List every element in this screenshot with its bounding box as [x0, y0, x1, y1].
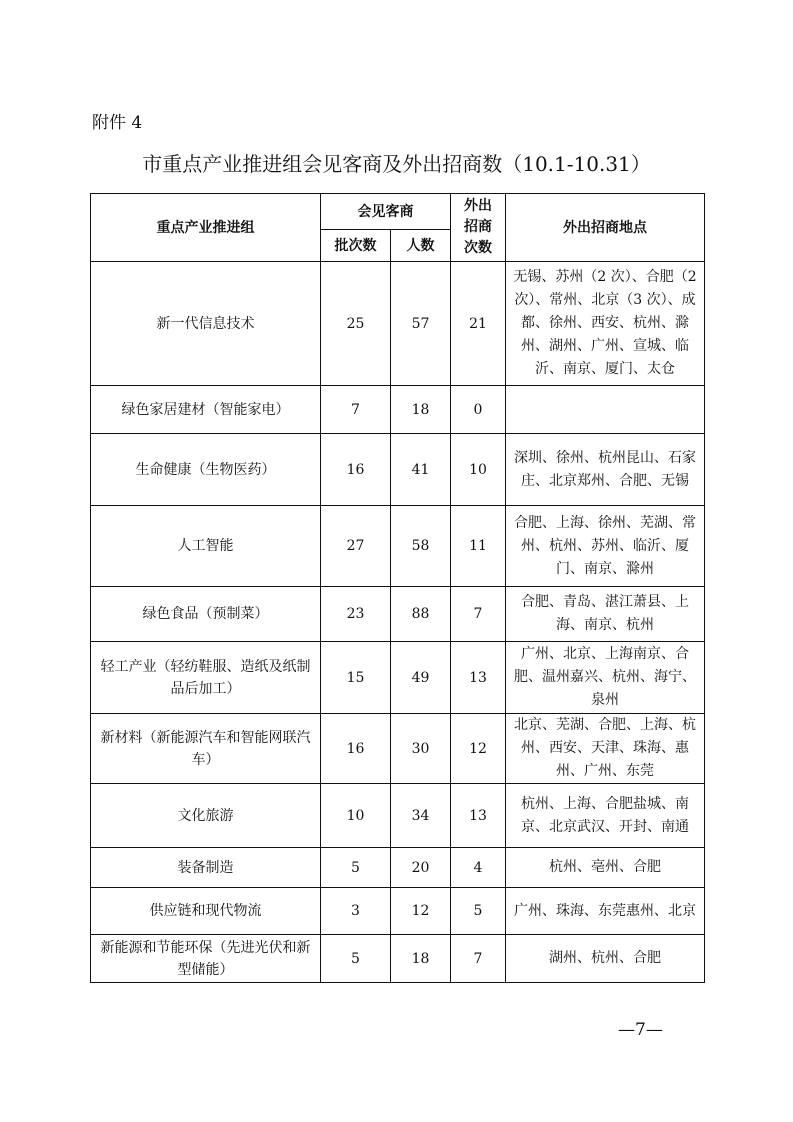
cell-trips: 4	[451, 848, 506, 888]
cell-people: 30	[391, 714, 451, 784]
cell-locations	[506, 386, 705, 434]
cell-group: 绿色家居建材（智能家电）	[91, 386, 321, 434]
header-group: 重点产业推进组	[91, 194, 321, 262]
cell-locations: 广州、珠海、东莞惠州、北京	[506, 888, 705, 935]
header-locations: 外出招商地点	[506, 194, 705, 262]
title-text: 市重点产业推进组会见客商及外出招商数	[142, 152, 503, 176]
cell-people: 18	[391, 935, 451, 983]
table-row	[91, 262, 705, 386]
cell-trips: 11	[451, 506, 506, 587]
header-trips-text: 外出招商次数	[464, 198, 492, 256]
cell-people: 88	[391, 587, 451, 642]
cell-trips: 12	[451, 714, 506, 784]
cell-locations: 北京、芜湖、合肥、上海、杭州、西安、天津、珠海、惠州、广州、东莞	[506, 714, 705, 784]
cell-locations: 无锡、苏州（2 次）、合肥（2 次）、常州、北京（3 次）、成都、徐州、西安、杭州、滁州、湖州、广州、宣城、临沂、南京、厦门、太仓	[506, 262, 705, 386]
table-row	[91, 714, 705, 784]
cell-batches: 3	[321, 888, 391, 935]
cell-group: 新一代信息技术	[91, 262, 321, 386]
table-row	[91, 935, 705, 983]
cell-group: 生命健康（生物医药）	[91, 434, 321, 506]
cell-group: 绿色食品（预制菜）	[91, 587, 321, 642]
cell-group: 供应链和现代物流	[91, 888, 321, 935]
cell-people: 49	[391, 642, 451, 714]
cell-people: 12	[391, 888, 451, 935]
table-row	[91, 587, 705, 642]
cell-trips: 10	[451, 434, 506, 506]
cell-trips: 0	[451, 386, 506, 434]
cell-locations: 广州、北京、上海南京、合肥、温州嘉兴、杭州、海宁、泉州	[506, 642, 705, 714]
cell-batches: 27	[321, 506, 391, 587]
cell-batches: 5	[321, 935, 391, 983]
cell-people: 58	[391, 506, 451, 587]
header-trips	[451, 194, 506, 262]
cell-trips: 21	[451, 262, 506, 386]
cell-locations: 杭州、上海、合肥盐城、南京、北京武汉、开封、南通	[506, 784, 705, 848]
cell-locations: 合肥、青岛、湛江萧县、上海、南京、杭州	[506, 587, 705, 642]
cell-group: 新材料（新能源汽车和智能网联汽车）	[91, 714, 321, 784]
title-period: （10.1-10.31）	[502, 152, 651, 176]
cell-group: 文化旅游	[91, 784, 321, 848]
header-people: 人数	[391, 230, 451, 262]
cell-batches: 16	[321, 714, 391, 784]
cell-people: 41	[391, 434, 451, 506]
table-row	[91, 888, 705, 935]
cell-people: 20	[391, 848, 451, 888]
cell-trips: 13	[451, 642, 506, 714]
page-title	[0, 148, 793, 177]
cell-people: 57	[391, 262, 451, 386]
cell-trips: 7	[451, 587, 506, 642]
cell-batches: 7	[321, 386, 391, 434]
cell-batches: 16	[321, 434, 391, 506]
cell-batches: 15	[321, 642, 391, 714]
attachment-label: 附件 4	[92, 113, 143, 133]
cell-batches: 10	[321, 784, 391, 848]
cell-people: 18	[391, 386, 451, 434]
table-row	[91, 784, 705, 848]
table-row	[91, 642, 705, 714]
cell-trips: 7	[451, 935, 506, 983]
cell-group: 人工智能	[91, 506, 321, 587]
table-row	[91, 848, 705, 888]
table-row	[91, 386, 705, 434]
cell-trips: 5	[451, 888, 506, 935]
cell-locations: 深圳、徐州、杭州昆山、石家庄、北京郑州、合肥、无锡	[506, 434, 705, 506]
cell-batches: 5	[321, 848, 391, 888]
header-meet: 会见客商	[321, 194, 451, 230]
table-row	[91, 506, 705, 587]
page-number: —7—	[618, 1020, 663, 1040]
header-batches: 批次数	[321, 230, 391, 262]
cell-locations: 杭州、亳州、合肥	[506, 848, 705, 888]
table-row	[91, 434, 705, 506]
cell-group: 轻工产业（轻纺鞋服、造纸及纸制品后加工）	[91, 642, 321, 714]
cell-group: 新能源和节能环保（先进光伏和新型储能）	[91, 935, 321, 983]
cell-batches: 23	[321, 587, 391, 642]
cell-batches: 25	[321, 262, 391, 386]
investment-table	[90, 193, 705, 983]
cell-trips: 13	[451, 784, 506, 848]
cell-people: 34	[391, 784, 451, 848]
cell-group: 装备制造	[91, 848, 321, 888]
cell-locations: 湖州、杭州、合肥	[506, 935, 705, 983]
cell-locations: 合肥、上海、徐州、芜湖、常州、杭州、苏州、临沂、厦门、南京、滁州	[506, 506, 705, 587]
